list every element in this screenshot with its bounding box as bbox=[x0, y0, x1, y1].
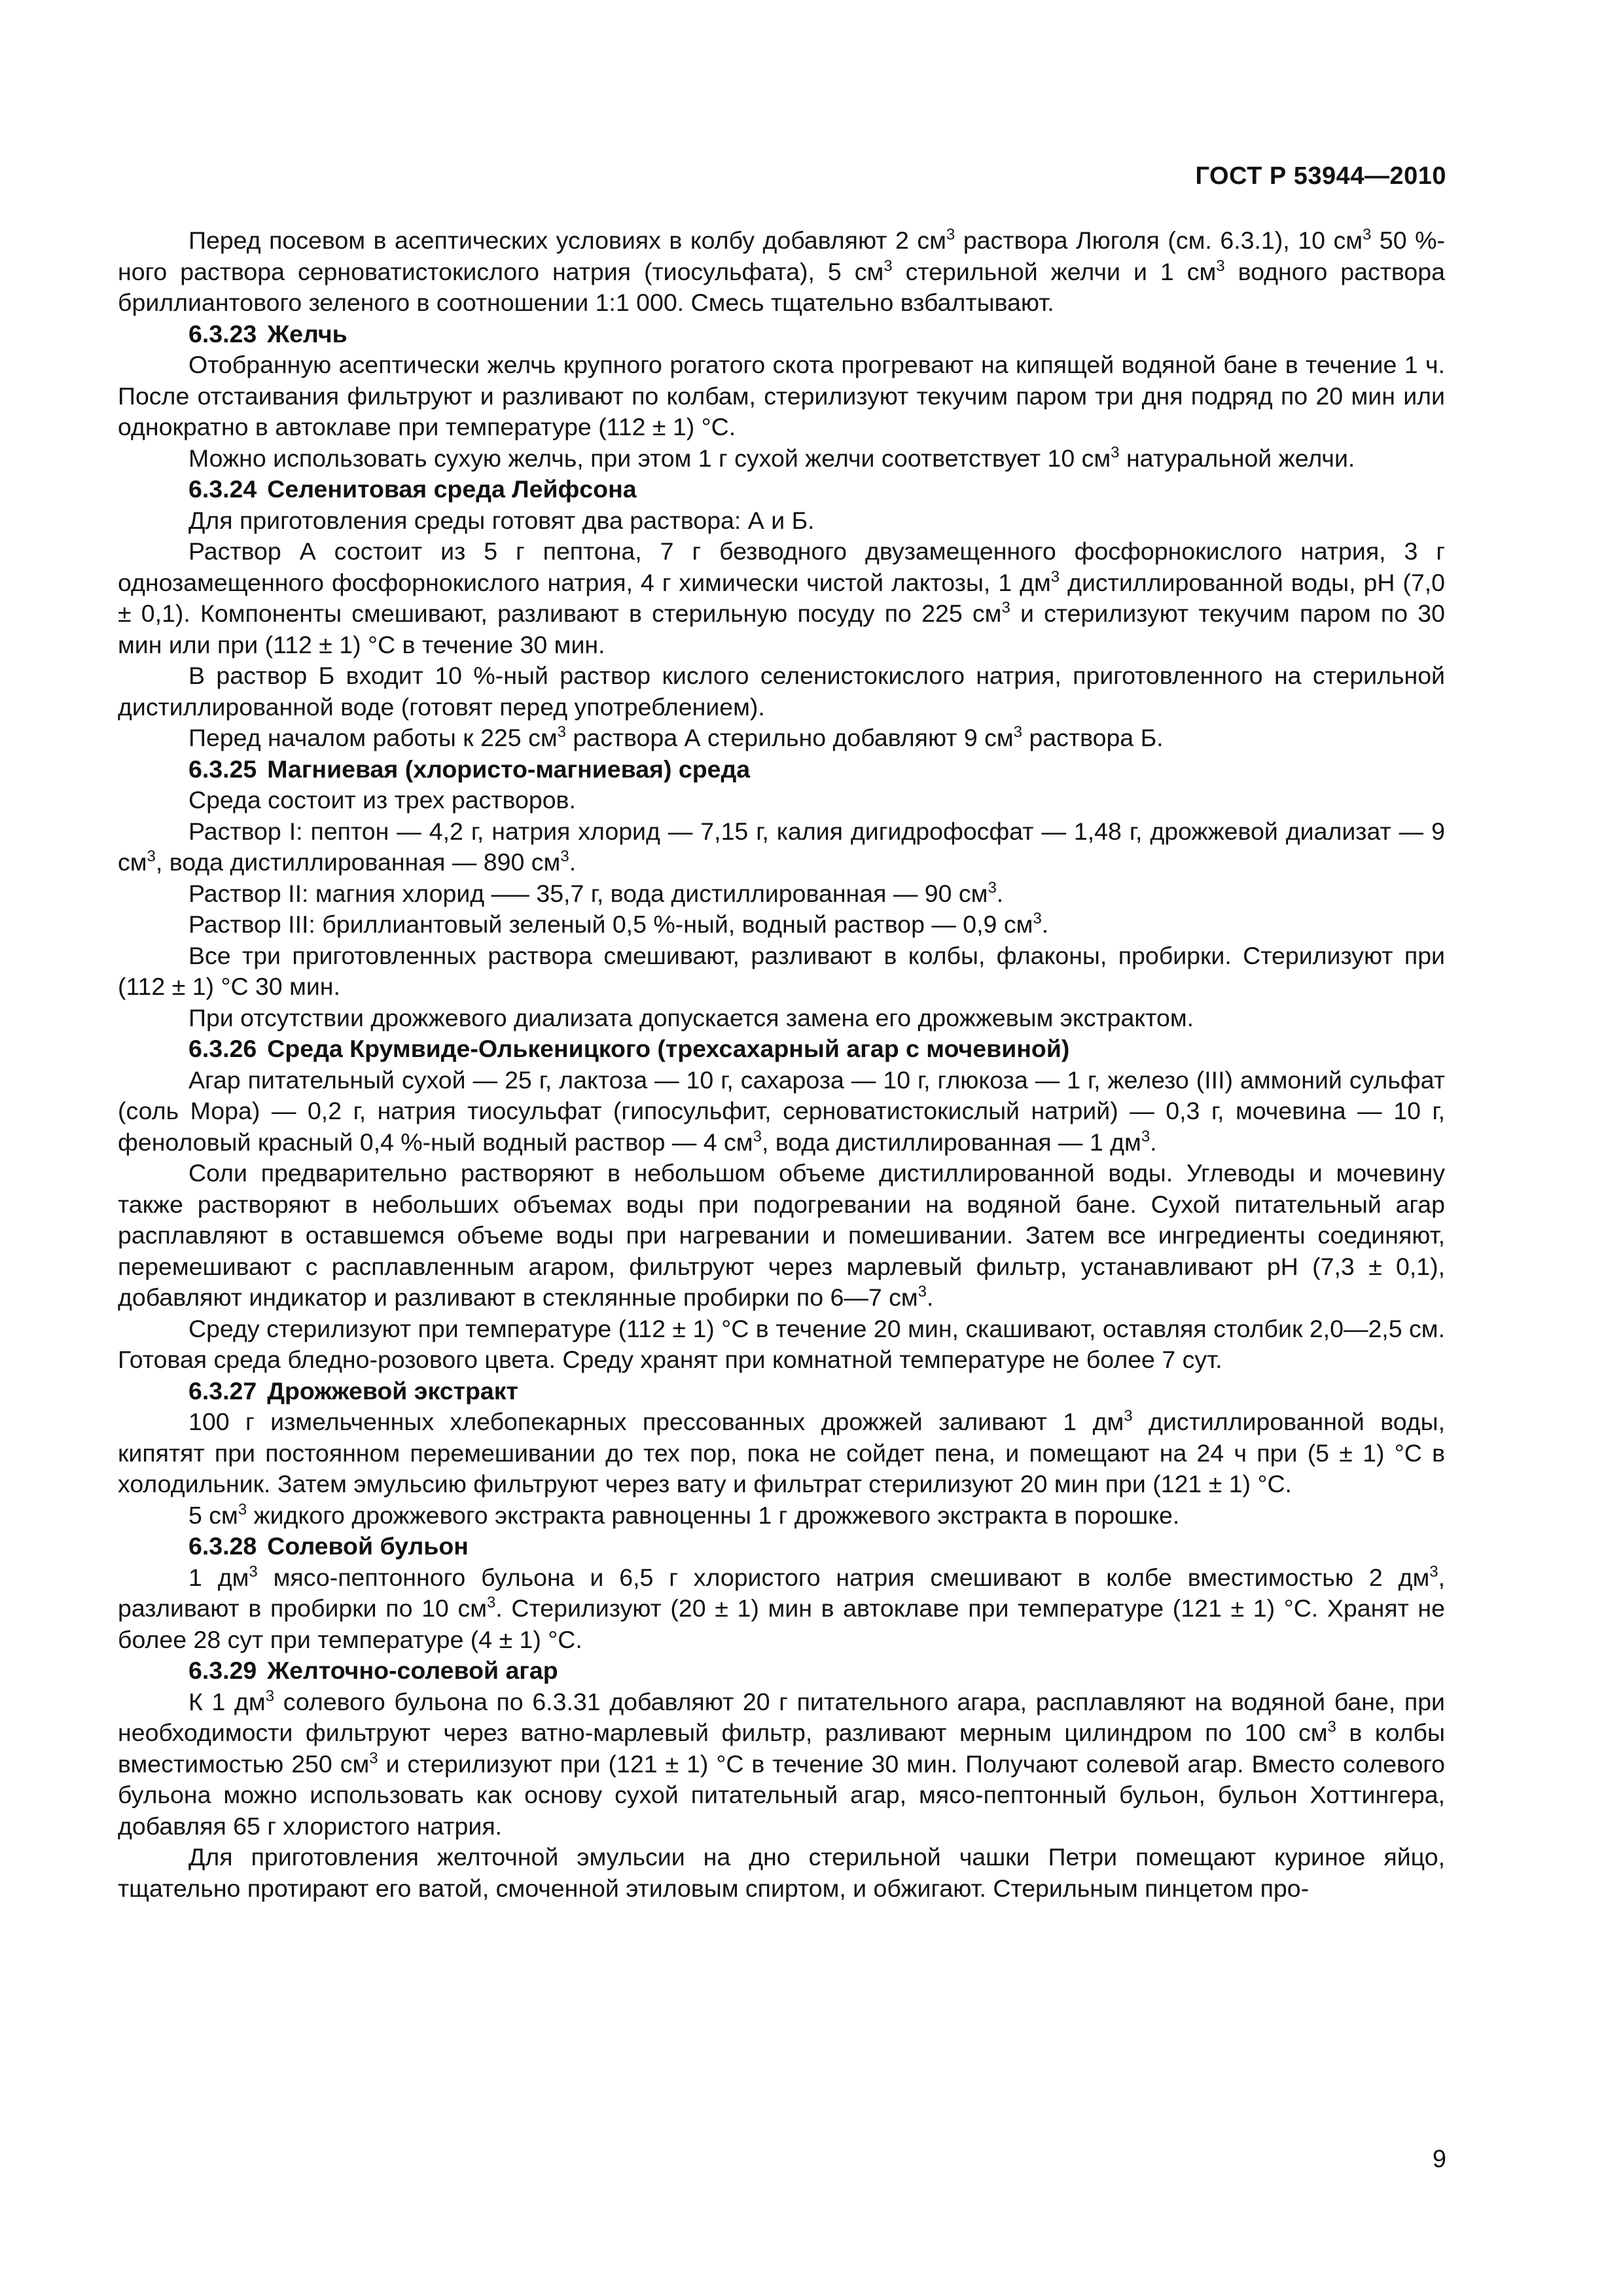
section-heading bbox=[118, 1531, 1445, 1562]
section-title: Среда Крумвиде-Олькеницкого (трехсахарный агар с мочевиной) bbox=[267, 1035, 1070, 1062]
section-heading bbox=[118, 754, 1445, 785]
paragraph: 100 г измельченных хлебопекарных прессованных дрожжей заливают 1 $дм^3$ дистиллированной воды, кипятят при постоянном перемешивании до тех пор, пока не сойдет пена, и помещают на 24 ч при (5 ± 1) °С в холодильник. Затем эмульсию фильтруют через вату и фильтрат стерилизуют 20 мин при (121 ± 1) °С. bbox=[118, 1407, 1445, 1498]
paragraph: Раствор II: магния хлорид —– 35,7 г, вода дистиллированная — 90 $см^3$. bbox=[188, 878, 1004, 907]
section-title: Желчь bbox=[267, 319, 348, 348]
paragraph: Раствор I: пептон — 4,2 г, натрия хлорид — 7,15 г, калия дигидрофосфат — 1,48 г, дрожжевой диализат — 9 $см^3$, вода дистиллированная — 890 $см^3$. bbox=[118, 817, 1445, 876]
paragraph: Раствор III: бриллиантовый зеленый 0,5 %-ный, водный раствор — 0,9 $см^3$. bbox=[188, 910, 1049, 938]
paragraph: 1 $дм^3$ мясо-пептонного бульона и 6,5 г хлористого натрия смешивают в колбе вместимостью 2 $дм^3$, разливают в пробирки по 10 $см^3$. Стерилизуют (20 ± 1) мин в автоклаве при температуре (121 ± 1) °С. Хранят не более 28 сут при температуре (4 ± 1) °С. bbox=[118, 1562, 1446, 1653]
section-heading bbox=[118, 1376, 1445, 1407]
paragraph: Для приготовления среды готовят два раствора: А и Б. bbox=[188, 506, 815, 534]
section-number: 6.3.25 bbox=[188, 755, 257, 783]
document-body bbox=[118, 225, 1445, 1904]
paragraph: При отсутствии дрожжевого диализата допускается замена его дрожжевым экстрактом. bbox=[188, 1003, 1194, 1031]
paragraph: Перед посевом в асептических условиях в колбу добавляют 2 $см^3$ раствора Люголя (см. 6.3.1), 10 $см^3$ 50 %-ного раствора серноватистокислого натрия (тиосульфата), 5 $см^3$ стерильной желчи и 1 $см^3$ водного раствора бриллиантового зеленого в соотношении 1:1 000. Смесь тщательно взбалтывают. bbox=[118, 226, 1445, 316]
section-number: 6.3.26 bbox=[188, 1035, 257, 1062]
section-number: 6.3.29 bbox=[188, 1657, 257, 1684]
paragraph: Агар питательный сухой — 25 г, лактоза — 10 г, сахароза — 10 г, глюкоза — 1 г, железо (III) аммоний сульфат (соль Мора) — 0,2 г, натрия тиосульфат (гипосульфит, серноватистокислый натрий) — 0,3 г, мочевина — 10 г, феноловый красный 0,4 %-ный водный раствор — 4 $см^3$, вода дистиллированная — 1 $дм^3$. bbox=[118, 1066, 1445, 1156]
section-number: 6.3.27 bbox=[188, 1376, 257, 1405]
section-title: Магниевая (хлористо-магниевая) среда bbox=[267, 755, 751, 783]
section-number: 6.3.24 bbox=[188, 475, 257, 503]
section-heading bbox=[118, 474, 1445, 505]
paragraph: К 1 $дм^3$ солевого бульона по 6.3.31 добавляют 20 г питательного агара, расплавляют на водяной бане, при необходимости фильтруют через ватно-марлевый фильтр, разливают мерным цилиндром по 100 $см^3$ в колбы вместимостью 250 $см^3$ и стерилизуют при (121 ± 1) °С в течение 30 мин. Получают солевой агар. Вместо солевого бульона можно использовать как основу сухой питательный агар, мясо-пептонный бульон, бульон Хоттингера, добавляя 65 г хлористого натрия. bbox=[118, 1687, 1446, 1840]
section-heading bbox=[118, 1655, 1445, 1687]
paragraph: Раствор А состоит из 5 г пептона, 7 г безводного двузамещенного фосфорнокислого натрия, 3 г однозамещенного фосфорнокислого натрия, 4 г химически чистой лактозы, 1 $дм^3$ дистиллированной воды, pH (7,0 ± 0,1). Компоненты смешивают, разливают в стерильную посуду по 225 $см^3$ и стерилизуют текучим паром по 30 мин или при (112 ± 1) °С в течение 30 мин. bbox=[118, 537, 1445, 658]
section-title: Дрожжевой экстракт bbox=[267, 1376, 518, 1405]
section-heading bbox=[118, 1033, 1445, 1065]
paragraph: Среду стерилизуют при температуре (112 ± 1) °С в течение 20 мин, скашивают, оставляя столбик 2,0—2,5 см. Готовая среда бледно-розового цвета. Среду хранят при комнатной температуре не более 7 сут. bbox=[118, 1314, 1445, 1373]
paragraph: Соли предварительно растворяют в небольшом объеме дистиллированной воды. Углеводы и мочевину также растворяют в небольших объемах воды при подогревании на водяной бане. Сухой питательный агар расплавляют в оставшемся объеме воды при нагревании и помешивании. Затем все ингредиенты соединяют, перемешивают с расплавленным агаром, фильтруют через марлевый фильтр, устанавливают pH (7,3 ± 0,1), добавляют индикатор и разливают в стеклянные пробирки по 6—7 $см^3$. bbox=[118, 1159, 1445, 1311]
paragraph: Отобранную асептически желчь крупного рогатого скота прогревают на кипящей водяной бане в течение 1 ч. После отстаивания фильтруют и разливают по колбам, стерилизуют текучим паром три дня подряд по 20 мин или однократно в автоклаве при температуре (112 ± 1) °С. bbox=[118, 351, 1445, 440]
section-title: Селенитовая среда Лейфсона bbox=[267, 475, 637, 503]
section-number: 6.3.23 bbox=[188, 319, 257, 348]
page-number: 9 bbox=[1432, 2145, 1446, 2173]
paragraph: Для приготовления желточной эмульсии на дно стерильной чашки Петри помещают куриное яйцо, тщательно протирают его ватой, смоченной этиловым спиртом, и обжигают. Стерильным пинцетом про- bbox=[118, 1843, 1445, 1902]
section-number: 6.3.28 bbox=[188, 1532, 257, 1560]
paragraph: Можно использовать сухую желчь, при этом 1 г сухой желчи соответствует 10 $см^3$ натуральной желчи. bbox=[188, 443, 1355, 472]
paragraph: Среда состоит из трех растворов. bbox=[188, 786, 576, 814]
paragraph: В раствор Б входит 10 %-ный раствор кислого селенистокислого натрия, приготовленного на стерильной дистиллированной воде (готовят перед употреблением). bbox=[118, 662, 1445, 721]
section-title: Солевой бульон bbox=[267, 1532, 469, 1560]
paragraph: Все три приготовленных раствора смешивают, разливают в колбы, флаконы, пробирки. Стерилизуют при (112 ± 1) °С 30 мин. bbox=[118, 941, 1445, 1000]
paragraph: Перед началом работы к 225 $см^3$ раствора А стерильно добавляют 9 $см^3$ раствора Б. bbox=[188, 723, 1164, 751]
section-heading bbox=[118, 319, 1445, 350]
standard-code-header: ГОСТ Р 53944—2010 bbox=[1195, 162, 1446, 190]
section-title: Желточно-солевой агар bbox=[267, 1657, 558, 1684]
paragraph: 5 $см^3$ жидкого дрожжевого экстракта равноценны 1 г дрожжевого экстракта в порошке. bbox=[188, 1500, 1180, 1529]
